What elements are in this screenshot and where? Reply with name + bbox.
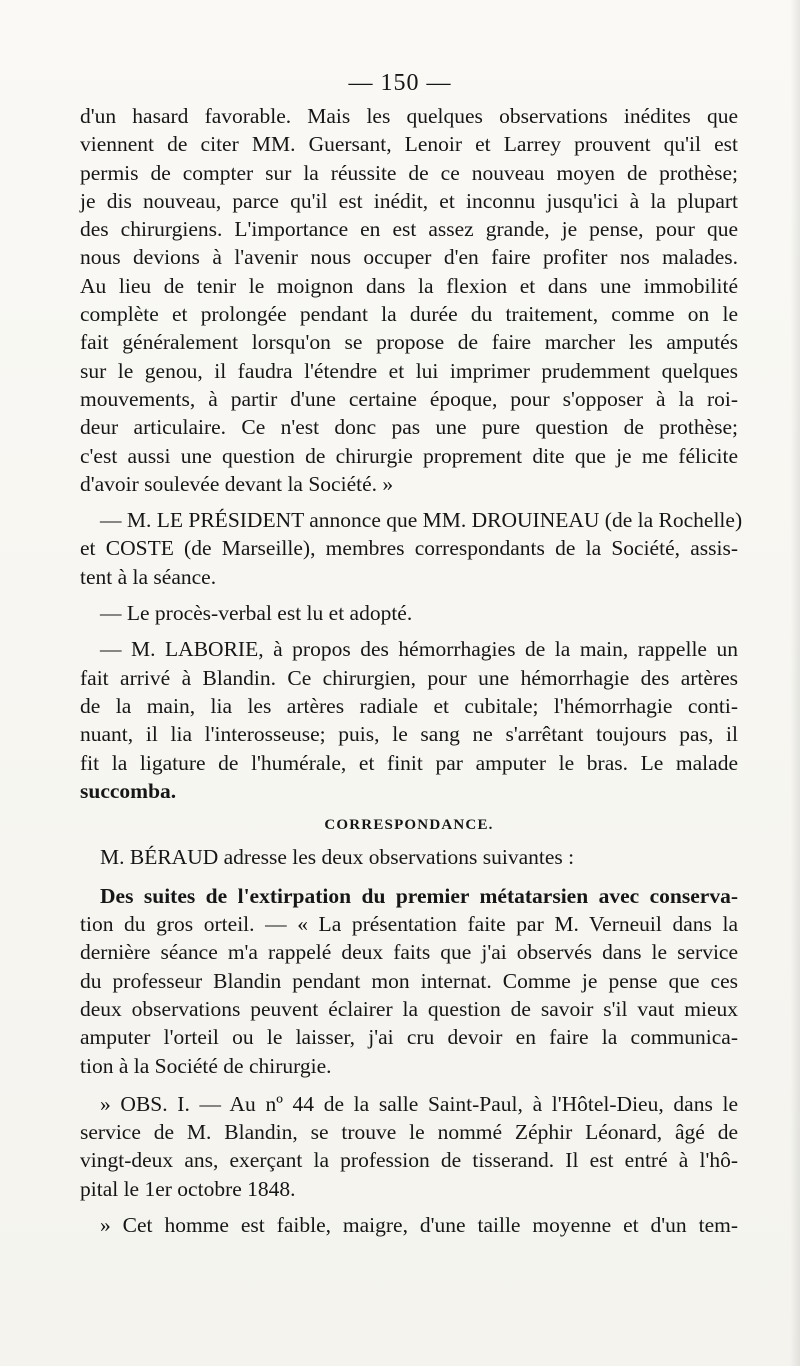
text-line: viennent de citer MM. Guersant, Lenoir et Larrey prouvent qu'il est: [80, 132, 738, 157]
text-line: deux observations peuvent éclairer la question de savoir s'il vaut mieux: [80, 996, 738, 1021]
text-line: tion à la Société de chirurgie.: [80, 1053, 332, 1078]
text-line: pital le 1er octobre 1848.: [80, 1176, 296, 1201]
page-body: [80, 102, 743, 1239]
text-line: d'un hasard favorable. Mais les quelques observations inédites que: [80, 104, 738, 128]
observation-title-line: Des suites de l'extirpation du premier métatarsien avec conserva-: [100, 883, 738, 908]
text-line: deur articulaire. Ce n'est donc pas une pure question de prothèse;: [80, 415, 738, 440]
patient-description-line: » Cet homme est faible, maigre, d'une taille moyenne et d'un tem-: [100, 1212, 738, 1237]
text-line: et COSTE (de Marseille), membres correspondants de la Société, assis-: [80, 536, 738, 561]
beraud-intro-line: M. BÉRAUD adresse les deux observations suivantes :: [100, 845, 575, 870]
text-line: Au lieu de tenir le moignon dans la flexion et dans une immobilité: [80, 273, 738, 298]
text-line: amputer l'orteil ou le laisser, j'ai cru devoir en faire la communica-: [80, 1025, 738, 1050]
section-heading: CORRESPONDANCE.: [324, 817, 494, 834]
text-line: service de M. Blandin, se trouve le nommé Zéphir Léonard, âgé de: [80, 1120, 738, 1145]
text-line: des chirurgiens. L'importance en est assez grande, je pense, pour que: [80, 217, 738, 242]
laborie-remark-line: — M. LABORIE, à propos des hémorrhagies de la main, rappelle un: [100, 637, 738, 662]
text-line: dernière séance m'a rappelé deux faits que j'ai observés dans le service: [80, 940, 738, 965]
president-announcement-line: — M. LE PRÉSIDENT annonce que MM. DROUINEAU (de la Rochelle): [100, 508, 743, 533]
page-edge-shadow: [790, 0, 800, 1366]
page-number: — 150 —: [348, 70, 452, 96]
text-line: sur le genou, il faudra l'étendre et lui imprimer prudemment quelques: [80, 358, 738, 383]
text-line: succomba.: [80, 778, 177, 803]
text-line: nous devions à l'avenir nous occuper d'en faire profiter nos malades.: [80, 245, 738, 270]
text-line: du professeur Blandin pendant mon internat. Comme je pense que ces: [80, 968, 738, 993]
text-line: permis de compter sur la réussite de ce nouveau moyen de prothèse;: [80, 160, 738, 185]
text-line: fit la ligature de l'humérale, et finit par amputer le bras. Le malade: [80, 750, 738, 775]
text-line: complète et prolongée pendant la durée du traitement, comme on le: [80, 302, 738, 327]
obs-one-line: » OBS. I. — Au nº 44 de la salle Saint-Paul, à l'Hôtel-Dieu, dans le: [100, 1091, 738, 1116]
text-line: je dis nouveau, parce qu'il est inédit, et inconnu jusqu'ici à la plupart: [80, 188, 738, 213]
text-line: fait généralement lorsqu'on se propose de faire marcher les amputés: [80, 330, 738, 355]
text-line: mouvements, à partir d'une certaine époque, pour s'opposer à la roi-: [80, 386, 738, 411]
text-line: vingt-deux ans, exerçant la profession de tisserand. Il est entré à l'hô-: [80, 1148, 738, 1173]
minutes-adopted-line: — Le procès-verbal est lu et adopté.: [100, 601, 413, 626]
text-line: de la main, lia les artères radiale et cubitale; l'hémorrhagie conti-: [80, 693, 738, 718]
text-line: d'avoir soulevée devant la Société. »: [80, 471, 394, 496]
text-line: tion du gros orteil. — « La présentation faite par M. Verneuil dans la: [80, 912, 738, 937]
text-line: c'est aussi une question de chirurgie proprement dite que je me félicite: [80, 443, 738, 468]
text-line: nuant, il lia l'interosseuse; puis, le sang ne s'arrêtant toujours pas, il: [80, 722, 738, 747]
text-line: tent à la séance.: [80, 564, 217, 589]
text-line: fait arrivé à Blandin. Ce chirurgien, pour une hémorrhagie des artères: [80, 665, 738, 690]
